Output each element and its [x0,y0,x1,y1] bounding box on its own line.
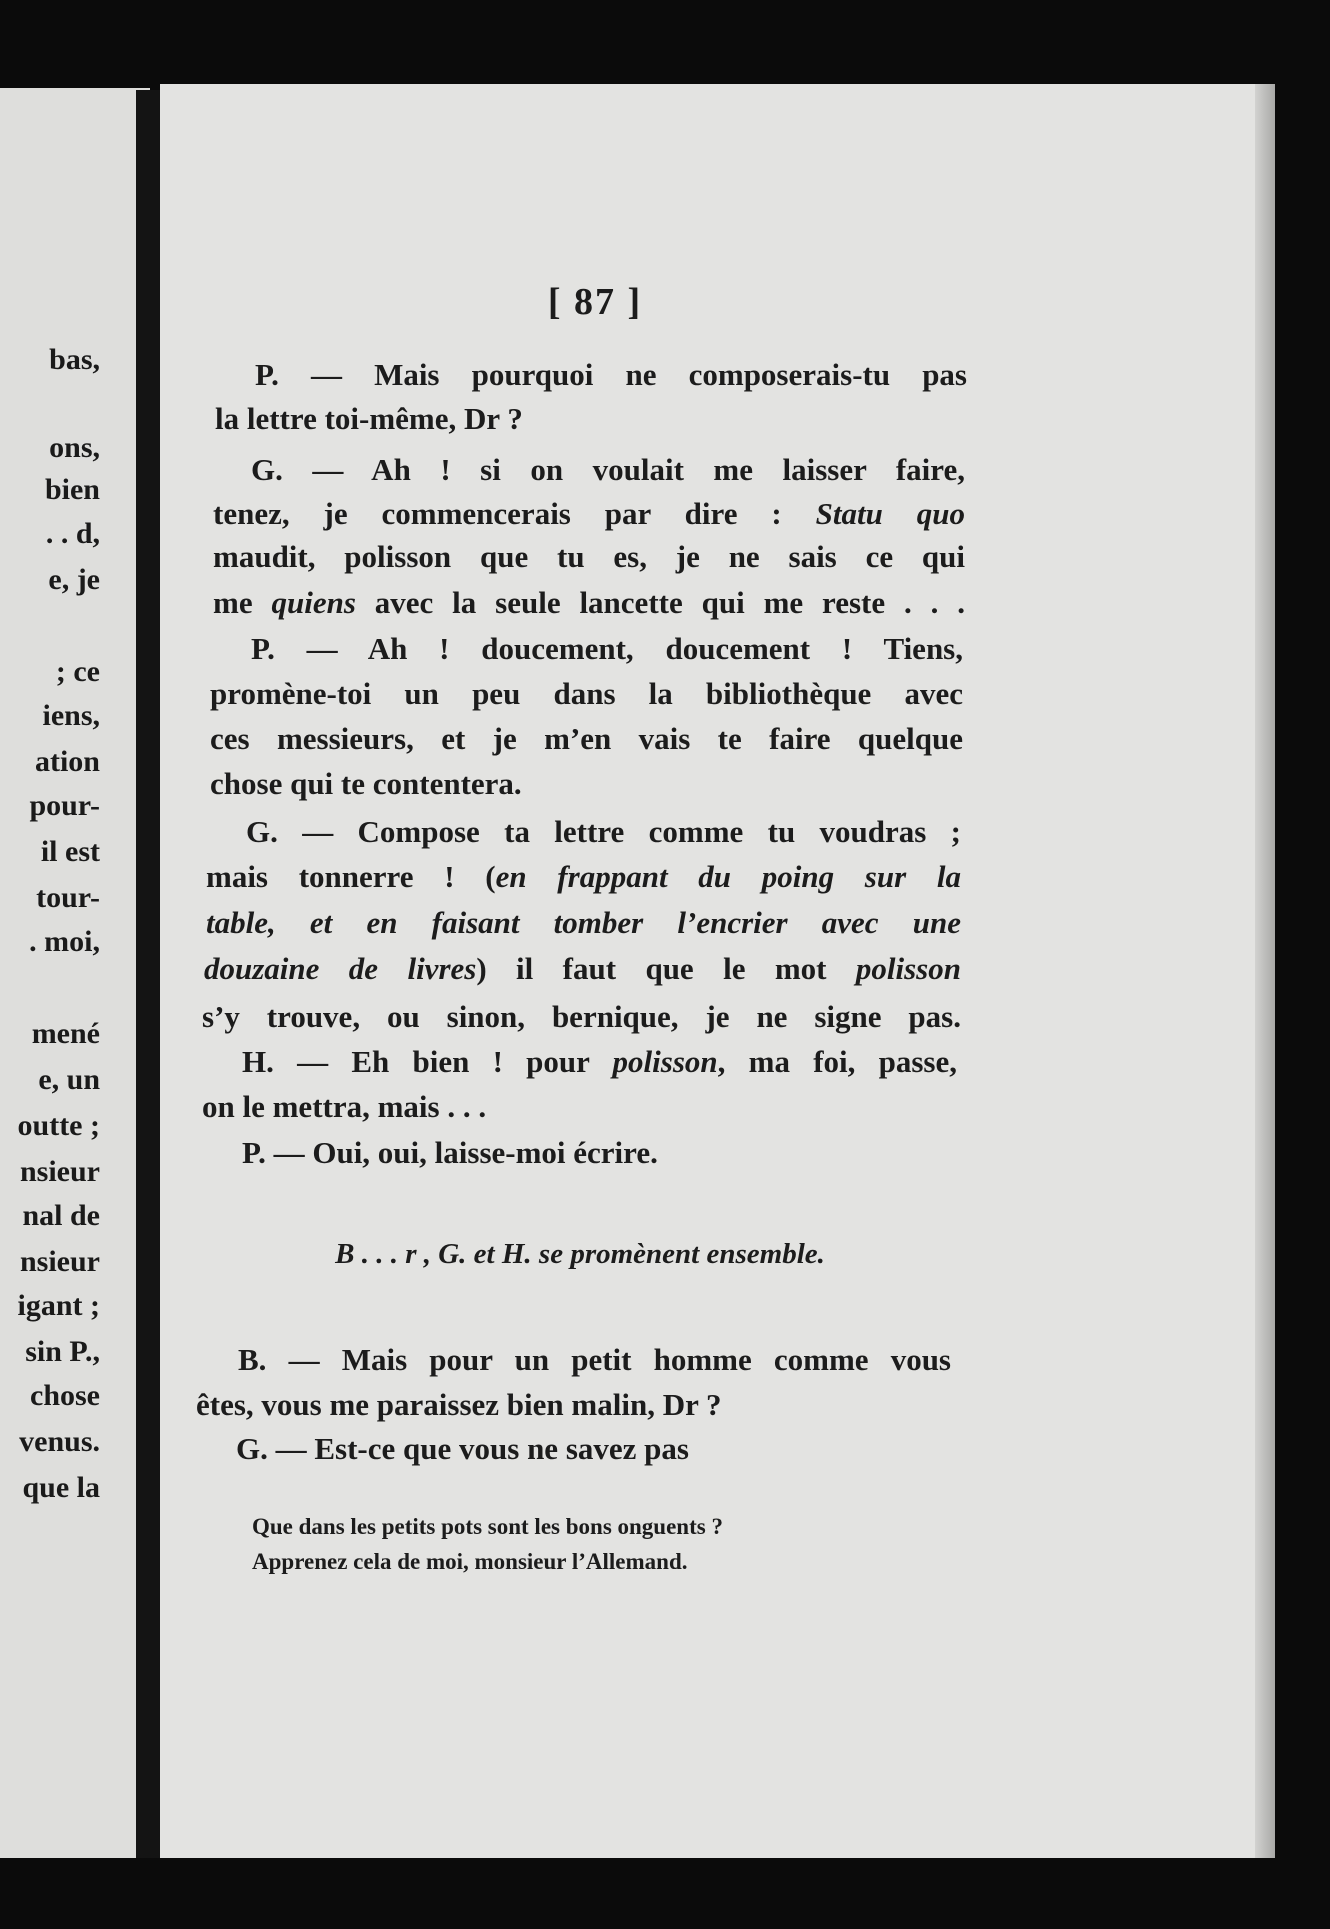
previous-page-line: pour- [29,789,100,822]
previous-page-line: ons, [49,431,100,464]
text-line: chose qui te contentera. [210,766,522,801]
previous-page-line: ation [34,745,100,778]
text-line: êtes, vous me paraissez bien malin, Dr ? [196,1387,722,1422]
stage-direction: B . . . r , G. et H. se promènent ensemble. [335,1238,825,1270]
text-line: B. — Mais pour un petit homme comme vous [238,1342,951,1377]
previous-page-line: tour- [36,881,100,914]
previous-page-line: e, un [38,1063,100,1096]
page-edge [1255,84,1275,1858]
text-line: table, et en faisant tomber l’encrier avec une [206,905,961,940]
previous-page-line: . moi, [29,925,100,958]
text-line: douzaine de livres) il faut que le mot polisson [204,951,961,986]
previous-page-line: mené [31,1017,100,1050]
previous-page-line: nsieur [19,1155,100,1188]
text-line: ces messieurs, et je m’en vais te faire quelque [210,721,963,756]
verse-line: Apprenez cela de moi, monsieur l’Allemand. [252,1549,688,1574]
book-gutter [136,90,160,1858]
previous-page-line: chose [30,1379,100,1412]
text-line: P. — Ah ! doucement, doucement ! Tiens, [251,631,963,666]
text-line: me quiens avec la seule lancette qui me reste . . . [213,585,965,620]
text-line: maudit, polisson que tu es, je ne sais ce qui [213,539,965,574]
previous-page [0,88,150,1858]
text-line: s’y trouve, ou sinon, bernique, je ne signe pas. [202,999,961,1034]
text-line: P. — Mais pourquoi ne composerais-tu pas [255,357,967,392]
text-line: tenez, je commencerais par dire : Statu quo [213,496,965,531]
page-number: [ 87 ] [547,281,643,323]
previous-page-line: igant ; [17,1289,100,1322]
previous-page-line: ; ce [55,655,100,688]
previous-page-line: sin P., [25,1335,100,1368]
previous-page-line: iens, [42,699,100,732]
previous-page-line: outte ; [17,1109,100,1142]
text-line: la lettre toi-même, Dr ? [215,401,523,436]
text-line: G. — Est-ce que vous ne savez pas [236,1431,689,1466]
text-line: promène-toi un peu dans la bibliothèque avec [210,676,963,711]
text-line: mais tonnerre ! (en frappant du poing sur la [206,859,961,894]
text-line: on le mettra, mais . . . [202,1089,487,1124]
previous-page-line: . . d, [45,517,100,550]
text-line: H. — Eh bien ! pour polisson, ma foi, passe, [242,1044,957,1079]
previous-page-line: il est [40,835,100,868]
previous-page-line: venus. [19,1425,100,1458]
previous-page-line: nal de [22,1199,100,1232]
previous-page-line: bas, [49,343,100,376]
previous-page-line: e, je [48,563,100,596]
verse-line: Que dans les petits pots sont les bons onguents ? [252,1514,723,1539]
previous-page-line: nsieur [19,1245,100,1278]
text-line: G. — Compose ta lettre comme tu voudras ; [246,814,961,849]
text-line: P. — Oui, oui, laisse-moi écrire. [242,1135,658,1170]
text-line: G. — Ah ! si on voulait me laisser faire, [251,452,965,487]
previous-page-line: que la [22,1471,100,1504]
previous-page-line: bien [44,473,100,506]
